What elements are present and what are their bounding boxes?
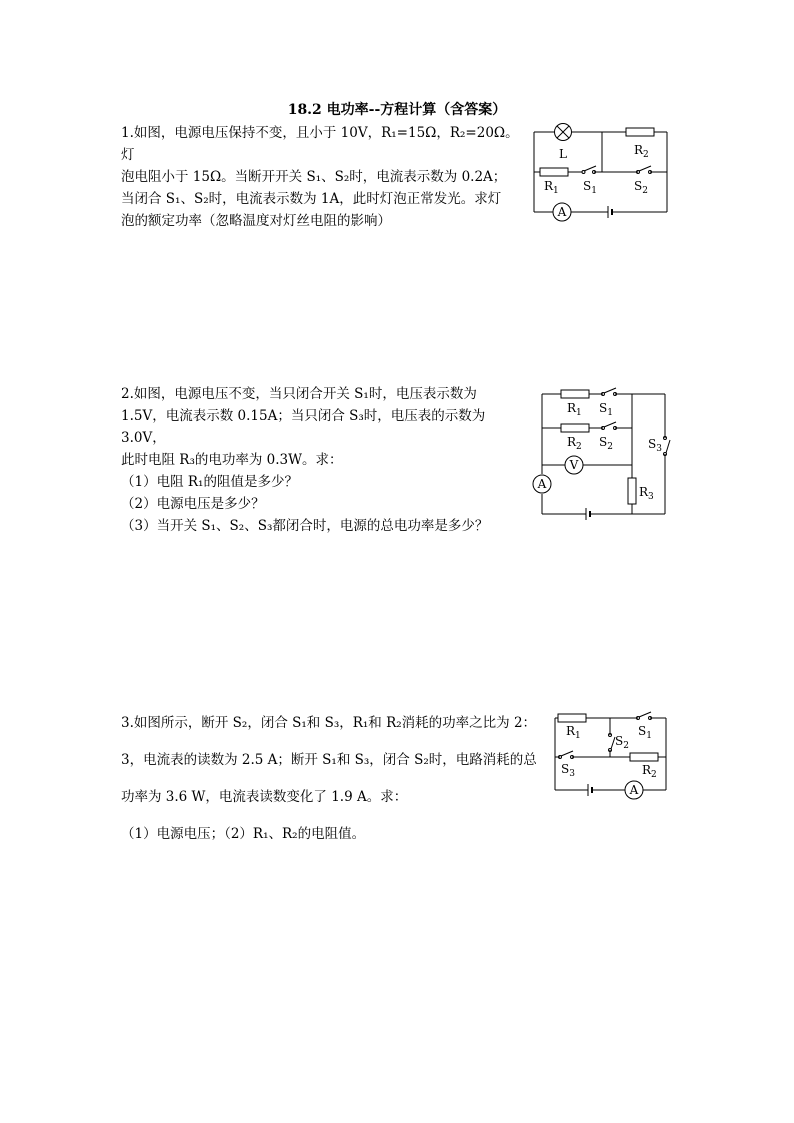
lamp-icon bbox=[555, 124, 572, 141]
question-3-line-2: 3，电流表的读数为 2.5 A；断开 S₁和 S₃，闭合 S₂时，电路消耗的总 bbox=[121, 752, 537, 768]
question-2-line-3: 此时电阻 R₃的电功率为 0.3W。求： bbox=[121, 452, 343, 468]
question-1 bbox=[121, 122, 521, 232]
s2-label: $S_2$ bbox=[615, 734, 629, 751]
r3-label: $R_3$ bbox=[639, 485, 654, 502]
s2-label: $S_2$ bbox=[599, 435, 613, 452]
resistor-r1-icon bbox=[561, 390, 589, 398]
switch-s3-icon bbox=[559, 751, 574, 759]
page-title: 18.2 电功率--方程计算（含答案） bbox=[287, 102, 507, 118]
s2-label: $S_2$ bbox=[634, 179, 648, 196]
switch-s1-icon bbox=[602, 388, 617, 396]
question-2-line-5: （2）电源电压是多少？ bbox=[121, 496, 265, 512]
circuit-diagram-1 bbox=[530, 122, 670, 222]
question-1-line-4: 泡的额定功率（忽略温度对灯丝电阻的影响） bbox=[121, 213, 391, 229]
ammeter-label: A bbox=[629, 783, 639, 797]
resistor-r2-icon bbox=[626, 128, 654, 136]
ammeter-label: A bbox=[537, 477, 547, 491]
question-3-line-4: （1）电源电压；（2）R₁、R₂的电阻值。 bbox=[121, 826, 366, 842]
r2-label: $R_2$ bbox=[634, 143, 649, 160]
circuit-diagram-2 bbox=[535, 390, 670, 520]
question-3-line-3: 功率为 3.6 W，电流表读数变化了 1.9 A。求： bbox=[121, 789, 408, 805]
voltmeter-icon bbox=[565, 456, 583, 474]
ammeter-icon bbox=[625, 781, 643, 799]
question-2-line-2: 1.5V，电流表示数 0.15A；当只闭合 S₃时，电压表的示数为 3.0V， bbox=[121, 408, 486, 446]
resistor-r1-icon bbox=[558, 714, 586, 722]
ammeter-icon bbox=[553, 203, 571, 221]
question-3 bbox=[121, 705, 541, 853]
r1-label: $R_1$ bbox=[567, 401, 582, 418]
ammeter-icon bbox=[533, 475, 551, 493]
question-1-line-3: 当闭合 S₁、S₂时，电流表示数为 1A，此时灯泡正常发光。求灯 bbox=[121, 191, 502, 207]
s1-label: $S_1$ bbox=[599, 401, 613, 418]
switch-s2-icon bbox=[637, 166, 652, 174]
question-1-line-2: 泡电阻小于 15Ω。当断开开关 S₁、S₂时，电流表示数为 0.2A； bbox=[121, 169, 507, 185]
resistor-r2-icon bbox=[630, 753, 658, 761]
question-2-line-4: （1）电阻 R₁的阻值是多少？ bbox=[121, 474, 298, 490]
resistor-r1-icon bbox=[540, 168, 568, 176]
switch-s2-icon bbox=[602, 422, 617, 430]
s1-label: $S_1$ bbox=[638, 724, 652, 741]
r1-label: $R_1$ bbox=[566, 724, 581, 741]
lamp-label: L bbox=[559, 147, 567, 161]
resistor-r3-icon bbox=[628, 478, 636, 504]
battery-icon bbox=[586, 508, 590, 520]
s3-label: $S_3$ bbox=[561, 762, 575, 779]
r1-label: $R_1$ bbox=[544, 179, 559, 196]
ammeter-label: A bbox=[557, 205, 567, 219]
switch-s1-icon bbox=[637, 712, 652, 720]
r2-label: $R_2$ bbox=[567, 435, 582, 452]
battery-icon bbox=[588, 784, 592, 796]
question-2-line-6: （3）当开关 S₁、S₂、S₃都闭合时，电源的总电功率是多少？ bbox=[121, 518, 489, 534]
r2-label: $R_2$ bbox=[642, 763, 657, 780]
voltmeter-label: V bbox=[569, 458, 579, 472]
s3-label: $S_3$ bbox=[648, 437, 662, 454]
question-3-line-1: 3.如图所示，断开 S₂，闭合 S₁和 S₃，R₁和 R₂消耗的功率之比为 2： bbox=[121, 715, 537, 731]
battery-icon bbox=[608, 206, 612, 218]
switch-s1-icon bbox=[582, 166, 596, 174]
question-2 bbox=[121, 383, 531, 537]
resistor-r2-icon bbox=[561, 424, 589, 432]
circuit-diagram-3 bbox=[552, 710, 672, 800]
question-1-line-1: 1.如图，电源电压保持不变，且小于 10V，R₁=15Ω，R₂=20Ω。灯 bbox=[121, 125, 519, 163]
switch-s3-icon bbox=[664, 437, 671, 456]
question-2-line-1: 2.如图，电源电压不变，当只闭合开关 S₁时，电压表示数为 bbox=[121, 386, 477, 402]
s1-label: $S_1$ bbox=[583, 179, 597, 196]
